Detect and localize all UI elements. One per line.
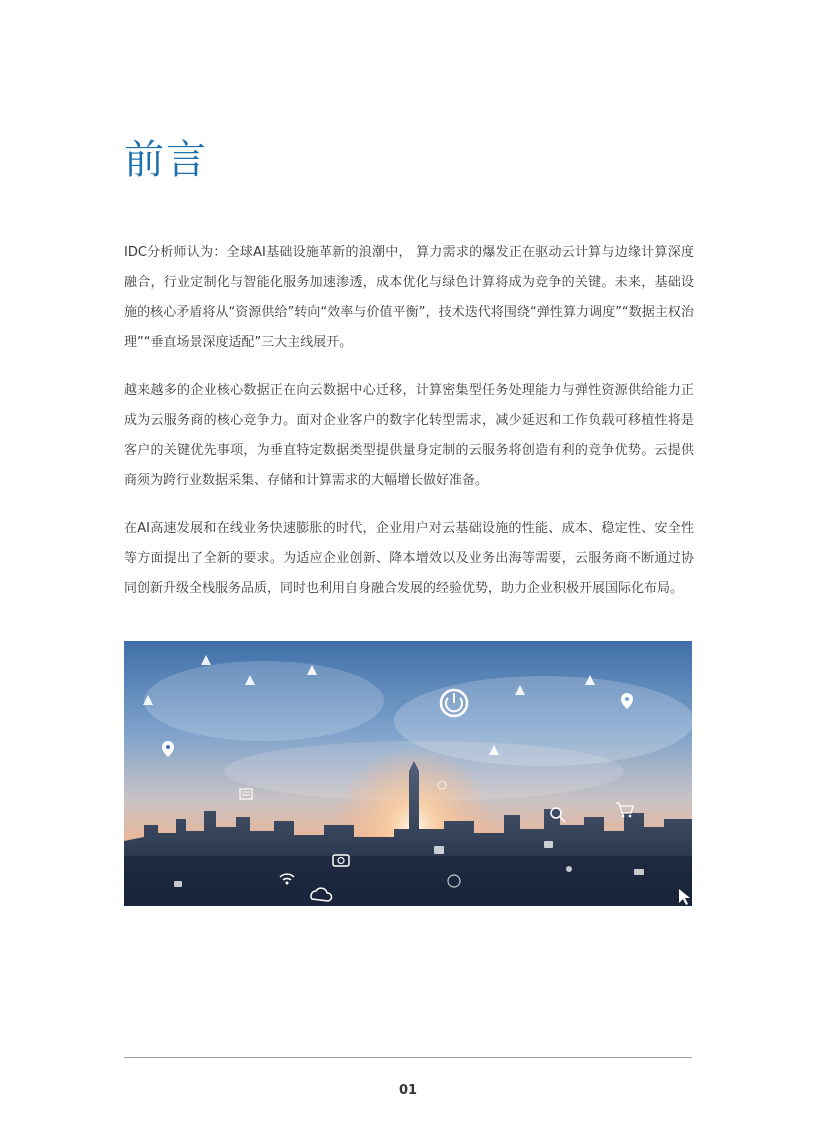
- footer-divider: [124, 1057, 692, 1058]
- preface-body: [124, 238, 694, 622]
- page-number: 01: [398, 1083, 418, 1098]
- city-tech-hero-image: [124, 641, 692, 906]
- paragraph-2: 越来越多的企业核心数据正在向云数据中心迁移，计算密集型任务处理能力与弹性资源供给能力正成为云服务商的核心竞争力。面对企业客户的数字化转型需求，减少延迟和工作负载可移植性将是客户的关键优先事项，为垂直特定数据类型提供量身定制的云服务将创造有利的竞争优势。云提供商须为跨行业数据采集、存储和计算需求的大幅增长做好准备。: [124, 383, 694, 488]
- page-title: 前言: [124, 137, 208, 183]
- paragraph-3: 在AI高速发展和在线业务快速膨胀的时代，企业用户对云基础设施的性能、成本、稳定性、安全性等方面提出了全新的要求。为适应企业创新、降本增效以及业务出海等需要，云服务商不断通过协同创新升级全栈服务品质，同时也利用自身融合发展的经验优势，助力企业积极开展国际化布局。: [124, 521, 694, 596]
- paragraph-1: IDC分析师认为：全球AI基础设施革新的浪潮中， 算力需求的爆发正在驱动云计算与边缘计算深度融合，行业定制化与智能化服务加速渗透，成本优化与绿色计算将成为竞争的关键。未来，基础设施的核心矛盾将从“资源供给”转向“效率与价值平衡”，技术迭代将围绕“弹性算力调度”“数据主权治理”“垂直场景深度适配”三大主线展开。: [124, 245, 694, 350]
